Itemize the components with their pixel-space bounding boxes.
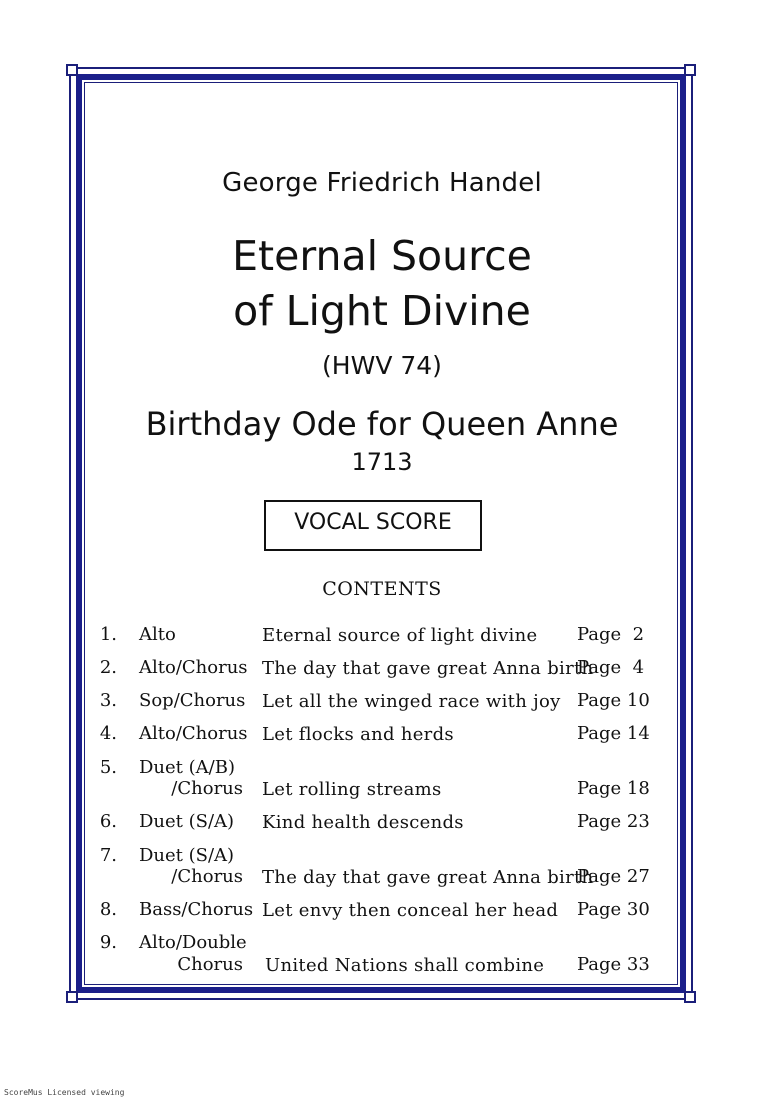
contents-voice: Duet (S/A) [139,845,235,866]
work-title-line-2: of Light Divine [233,287,531,335]
work-subtitle: Birthday Ode for Queen Anne [145,405,619,443]
contents-title[interactable]: The day that gave great Anna birth [262,658,594,679]
contents-title[interactable]: Eternal source of light divine [262,625,538,646]
contents-title[interactable]: United Nations shall combine [265,955,545,976]
footer-watermark: ScoreMus Licensed viewing [4,1088,125,1097]
score-type-box: VOCAL SCORE [264,500,482,551]
corner-ornament-top-left [66,64,78,76]
contents-page[interactable]: Page 33 [577,954,650,975]
contents-number: 1. [99,624,117,645]
contents-number: 3. [99,690,117,711]
composer-name: George Friedrich Handel [222,168,542,198]
contents-voice: Sop/Chorus [139,690,246,711]
contents-page[interactable]: Page 10 [577,690,650,711]
contents-page[interactable]: Page 27 [577,866,650,887]
contents-page[interactable]: Page 23 [577,811,650,832]
work-title-line-1: Eternal Source [232,232,532,280]
contents-title[interactable]: Kind health descends [262,812,464,833]
contents-number: 9. [99,932,117,953]
contents-voice: Duet (S/A) [139,811,235,832]
contents-voice: Alto [139,624,176,645]
contents-voice: Bass/Chorus [139,899,254,920]
contents-voice-continued: /Chorus [171,866,243,887]
contents-page[interactable]: Page 14 [577,723,650,744]
composition-year: 1713 [351,448,413,476]
contents-title[interactable]: Let all the winged race with joy [262,691,561,712]
contents-page[interactable]: Page 30 [577,899,650,920]
contents-heading: CONTENTS [322,578,442,600]
contents-number: 7. [99,845,117,866]
contents-number: 8. [99,899,117,920]
contents-page[interactable]: Page 2 [577,624,645,645]
contents-page[interactable]: Page 18 [577,778,650,799]
contents-voice: Alto/Chorus [139,657,248,678]
corner-ornament-bottom-right [684,991,696,1003]
contents-number: 4. [99,723,117,744]
contents-title[interactable]: The day that gave great Anna birth [262,867,594,888]
contents-number: 2. [99,657,117,678]
contents-number: 5. [99,757,117,778]
corner-ornament-top-right [684,64,696,76]
contents-voice-continued: Chorus [177,954,243,975]
corner-ornament-bottom-left [66,991,78,1003]
contents-voice: Duet (A/B) [139,757,235,778]
contents-voice: Alto/Chorus [139,723,248,744]
contents-voice: Alto/Double [139,932,247,953]
catalog-number: (HWV 74) [322,351,442,380]
contents-title[interactable]: Let envy then conceal her head [262,900,559,921]
contents-number: 6. [99,811,117,832]
contents-page[interactable]: Page 4 [577,657,645,678]
contents-title[interactable]: Let rolling streams [262,779,442,800]
contents-title[interactable]: Let flocks and herds [262,724,454,745]
contents-voice-continued: /Chorus [171,778,243,799]
